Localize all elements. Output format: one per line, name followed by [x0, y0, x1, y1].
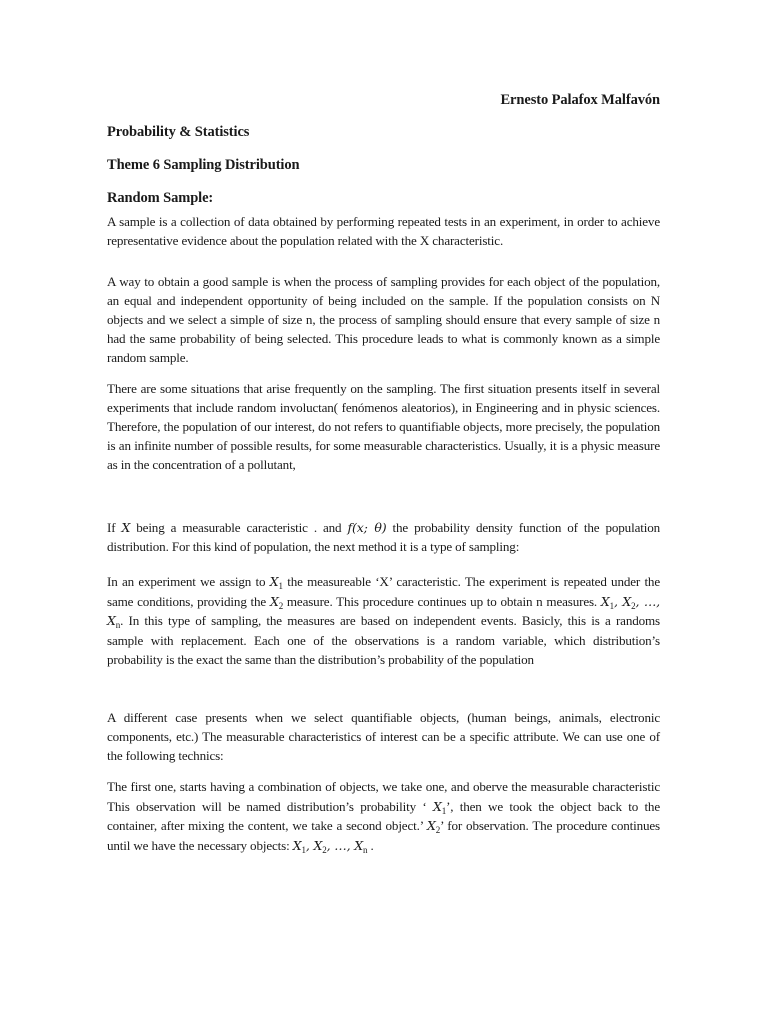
- course-title: Probability & Statistics: [107, 124, 250, 140]
- paragraph-good-sample: A way to obtain a good sample is when the process of sampling provides for each object of the population, an equal and independent opportunity of being included on the sample. If the population consists on N objects and we select a simple of size n, the process of sampling should ensure that every sample of size n had the same probability of being selected. This procedure leads to what is commonly known as a simple random sample.: [107, 274, 660, 365]
- paragraph-quantifiable: A different case presents when we select quantifiable objects, (human beings, animals, electronic components, etc.) The measurable characteristics of interest can be a specific attribute. We can use one of the following technics:: [107, 710, 660, 763]
- paragraph-situations: There are some situations that arise frequently on the sampling. The first situation presents itself in several experiments that include random involuctan( fenómenos aleatorios), in Engineering and in physic sciences. Therefore, the population of our interest, do not refers to quantifiable objects, more precisely, the population is an infinite number of possible results, for some measurable characteristics. Usually, it is a physic measure as in the concentration of a pollutant,: [107, 381, 660, 472]
- document-page: [107, 0, 660, 1024]
- theme-title: Theme 6 Sampling Distribution: [107, 157, 300, 173]
- author-name: Ernesto Palafox Malfavón: [500, 92, 660, 108]
- section-title: Random Sample:: [107, 190, 214, 206]
- paragraph-definition: A sample is a collection of data obtained by performing repeated tests in an experiment, in order to achieve representative evidence about the population related with the X characteristic.: [107, 214, 660, 248]
- paragraph-measurable: If X being a measurable caracteristic . and f(x; θ) the probability density function of the population distribution. For this kind of population, the next method it is a type of sampling:: [107, 520, 660, 554]
- paragraph-technique: The first one, starts having a combination of objects, we take one, and oberve the measurable characteristic This observation will be named distribution’s probability ‘ $X_1$’, then we took the object back to the container, after mixing the content, we take a second object.’ $X_2$’ for observation. The procedure continues until we have the necessary objects: $X_1$, $X_2$, …, $X_n$ .: [107, 779, 660, 855]
- paragraph-experiment: In an experiment we assign to $X_1$ the measureable ‘X’ caracteristic. The experiment is repeated under the same conditions, providing the $X_2$ measure. This procedure continues up to obtain n measures. $X_1$, $X_2$, …, $X_n$. In this type of sampling, the measures are based on independent events. Basicly, this is a randoms sample with replacement. Each one of the observations is a random variable, which distribution’s probability is the exact the same than the distribution’s probability of the population: [107, 574, 660, 667]
